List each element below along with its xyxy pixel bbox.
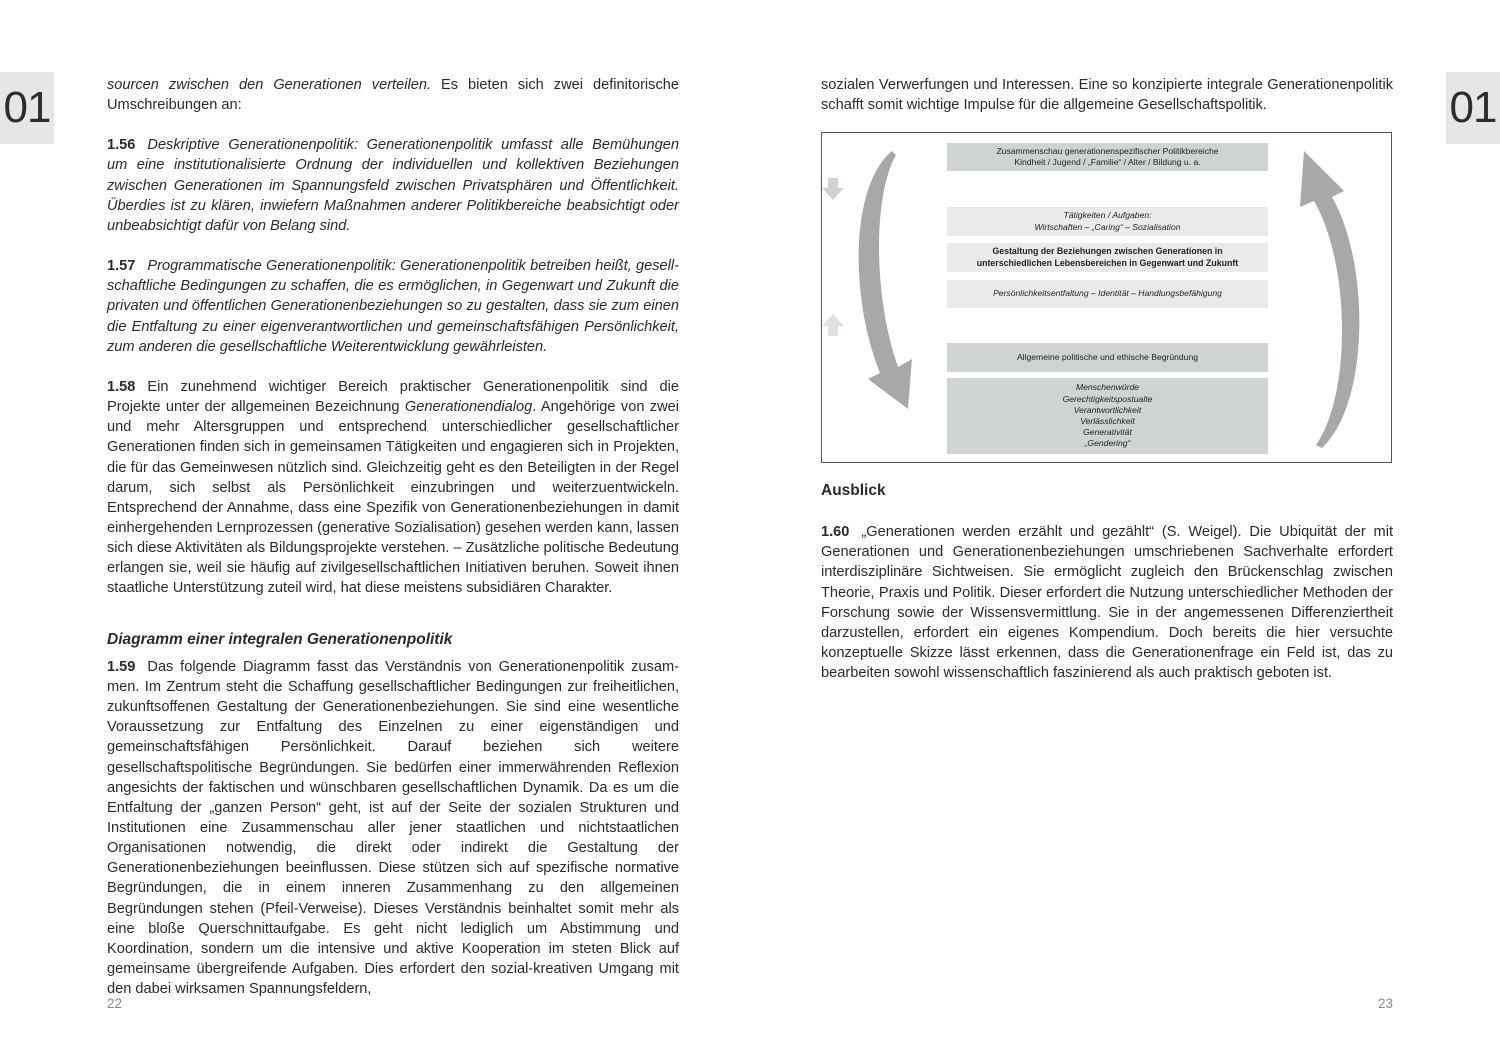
right-intro-paragraph: sozialen Verwerfungen und Interessen. Eine so konzipierte integrale Generationenpolitik schafft somit wichtige Impulse für die allgemeine Gesellschaftspolitik. — [821, 77, 1393, 114]
paragraph-text-italic: Generationendialog — [404, 399, 533, 416]
right-curved-arrow — [1300, 151, 1359, 448]
box-line: Persönlichkeitsentfaltung – Identität – Handlungsbefähigung — [993, 288, 1222, 299]
paragraph-1-57 — [107, 256, 679, 357]
box-line: Allgemeine politische und ethische Begründung — [1016, 351, 1199, 362]
diagram-box-gestaltung — [947, 243, 1268, 272]
diagram-box-persoenlichkeit — [947, 280, 1268, 308]
diagram-box-politikbereiche — [947, 143, 1268, 171]
paragraph-text: Deskriptive Generationenpolitik: Generationenpolitik umfasst alle Bemühungen um eine institutionalisierte Ordnung der individuellen und kollektiven Beziehungen zwischen Generationen im Spannungsfeld zwischen Privatsphären und Öffentlichkeit. Überdies ist zu klären, inwiefern Maßnahmen anderer Politikbereiche beabsichtigt oder unbeabsichtigt dafür von Belang sind. — [107, 137, 679, 234]
section-heading-diagram: Diagramm einer integralen Generationenpolitik — [107, 630, 453, 648]
paragraph-1-60 — [821, 522, 1393, 683]
box-line: Gestaltung der Beziehungen zwischen Generationen in — [992, 246, 1223, 257]
paragraph-text: „Generationen werden erzählt und gezählt“ (S. Weigel). Die Ubiquität der mit Generationen und Generationenbeziehungen umschriebenen Sachverhalte erfordert interdisziplinäre Sichtweisen. Sie ermöglicht zugleich den Brückenschlag zwischen Theorie, Praxis und Politik. Dieser erfordert die Nutzung unterschiedlicher Methoden der Forschung sowie der Wissensvermittlung. Sie in der angemessenen Differenziertheit darzustellen, erfordert ein eigenes Kompendium. Doch bereits die hier versuchte konzeptuelle Skizze lässt erkennen, dass die Generationenfrage ein Feld ist, das zu bearbeiten sowohl wissenschaftlich faszinierend als auch praktisch geboten ist. — [821, 524, 1393, 682]
left-curved-arrow — [859, 151, 912, 409]
paragraph-text-b: . Angehörige von zwei und mehr Altersgruppen und entsprechend unterschiedlicher gesellschaftlicher Generationen finden sich in gemeinsamen Tätigkeiten und engagieren sich in Projekten, die für das Gemeinwesen nützlich sind. Gleichzeitig geht es den Beteiligten in der Regel darum, sich selbst als Persönlichkeit einzubringen und weiterzuentwickeln. Entsprechend der Annahme, dass eine Spezifik von Generationenbeziehungen in damit einhergehenden Lernprozessen (generative Sozialisation) gesehen werden kann, lassen sich diese Aktivitäten als Bildungsprojekte verstehen. – Zusätzliche politische Bedeutung erlangen sie, weil sie häufig auf zivilgesellschaftlichen Initiativen beruhen. Soweit ihnen staatliche Unterstützung zuteil wird, hat diese meistens subsidiären Charakter. — [107, 399, 679, 597]
paragraph-number: 1.56 — [107, 137, 136, 154]
paragraph-1-58 — [107, 377, 679, 599]
diagram-box-begruendung — [947, 343, 1268, 372]
page-number-left: 22 — [107, 996, 123, 1011]
paragraph-text: Programmatische Generationenpolitik: Generationenpolitik betreiben heißt, gesellschaftliche Bedingungen zu schaffen, die es ermöglichen, in Gegenwart und Zukunft die privaten und öffentlichen Generationenbeziehungen so zu gestalten, dass sie zum einen die Entfaltung zu einer eigenverantwortlichen und gemeinschaftsfähigen Persönlichkeit, zum anderen die gesellschaftliche Weiterentwicklung gewährleisten. — [107, 258, 679, 355]
section-heading-ausblick: Ausblick — [821, 482, 886, 499]
generationenpolitik-diagram — [821, 132, 1392, 463]
box-line: „Gendering“ — [1084, 438, 1131, 449]
page-number-right: 23 — [1378, 996, 1394, 1011]
box-line: Generativität — [1083, 427, 1132, 438]
box-line: Tätigkeiten / Aufgaben: — [1063, 210, 1152, 221]
intro-text: Es bieten sich zwei definitorische Umschreibungen an: — [107, 77, 679, 114]
paragraph-number: 1.57 — [107, 258, 136, 275]
box-line: Verantwortlichkeit — [1073, 404, 1142, 415]
chapter-tab-right: 01 — [1446, 72, 1500, 144]
paragraph-number: 1.58 — [107, 378, 136, 395]
box-line: Zusammenschau generationenspezifischer Politikbereiche — [996, 145, 1219, 156]
right-page-column — [821, 75, 1393, 135]
paragraph-number: 1.59 — [107, 658, 136, 675]
paragraph-1-59 — [107, 657, 679, 1000]
paragraph-text-a: Ein zunehmend wichtiger Bereich praktischer Generationenpolitik sind die Projekte unter der allgemeinen Bezeichnung — [107, 378, 679, 416]
box-line: Gerechtigkeitspostualte — [1062, 393, 1153, 404]
paragraph-number: 1.60 — [821, 524, 850, 541]
paragraph-1-56 — [107, 135, 679, 236]
box-line: Verlässlichkeit — [1080, 416, 1135, 426]
left-intro-paragraph — [107, 75, 679, 115]
intro-italic-text: sourcen zwischen den Generationen verteilen. — [107, 77, 431, 93]
box-line: Kindheit / Jugend / „Familie“ / Alter / Bildung u. a. — [1014, 157, 1201, 167]
right-page-lower-column — [821, 481, 1393, 683]
up-arrow-icon — [822, 314, 844, 336]
diagram-box-werte — [947, 378, 1268, 454]
box-line: unterschiedlichen Lebensbereichen in Gegenwart und Zukunft — [976, 257, 1239, 268]
left-page-column — [107, 75, 679, 999]
paragraph-text: Das folgende Diagramm fasst das Verständnis von Generationenpolitik zusammen. Im Zentrum steht die Schaffung gesellschaftlicher Bedingungen zur freiheitlichen, zukunftsoffenen Gestaltung der Generationenbeziehungen. Sie sind eine wesentliche Voraussetzung zur Entfaltung des Einzelnen zu einer eigenständigen und gemeinschaftsfähigen Persönlichkeit. Darauf beziehen sich weitere gesellschaftspolitische Begründungen. Sie bedürfen einer immerwährenden Reflexion angesichts der faktischen und wünschbaren gesellschaftlichen Dynamik. Da es um die Entfaltung der „ganzen Person“ geht, ist auf der Seite der sozialen Strukturen und Institutionen eine Zusammenschau aller jener staatlichen und nichtstaatlichen Organisationen notwendig, die direkt oder indirekt die Gestaltung der Generationenbeziehungen beeinflussen. Diese stützen sich auf spezifische normative Begründungen, die in einem inneren Zusammenhang zu den allgemeinen Begründungen stehen (Pfeil-Verweise). Dieses Verständnis beinhaltet somit mehr als eine bloße Querschnittaufgabe. Es geht nicht lediglich um Abstimmung und Koordination, sondern um die intensive und aktive Kooperation im steten Blick auf gemeinsame übergreifende Aufgaben. Dies erfordert den sozial-kreativen Umgang mit den dabei wirksamen Spannungsfeldern, — [107, 658, 679, 998]
box-line: Wirtschaften – „Caring“ – Sozialisation — [1034, 221, 1181, 232]
down-arrow-icon — [822, 178, 844, 200]
diagram-box-taetigkeiten — [947, 207, 1268, 236]
box-line: Menschenwürde — [1075, 382, 1140, 393]
chapter-tab-left: 01 — [0, 72, 54, 144]
